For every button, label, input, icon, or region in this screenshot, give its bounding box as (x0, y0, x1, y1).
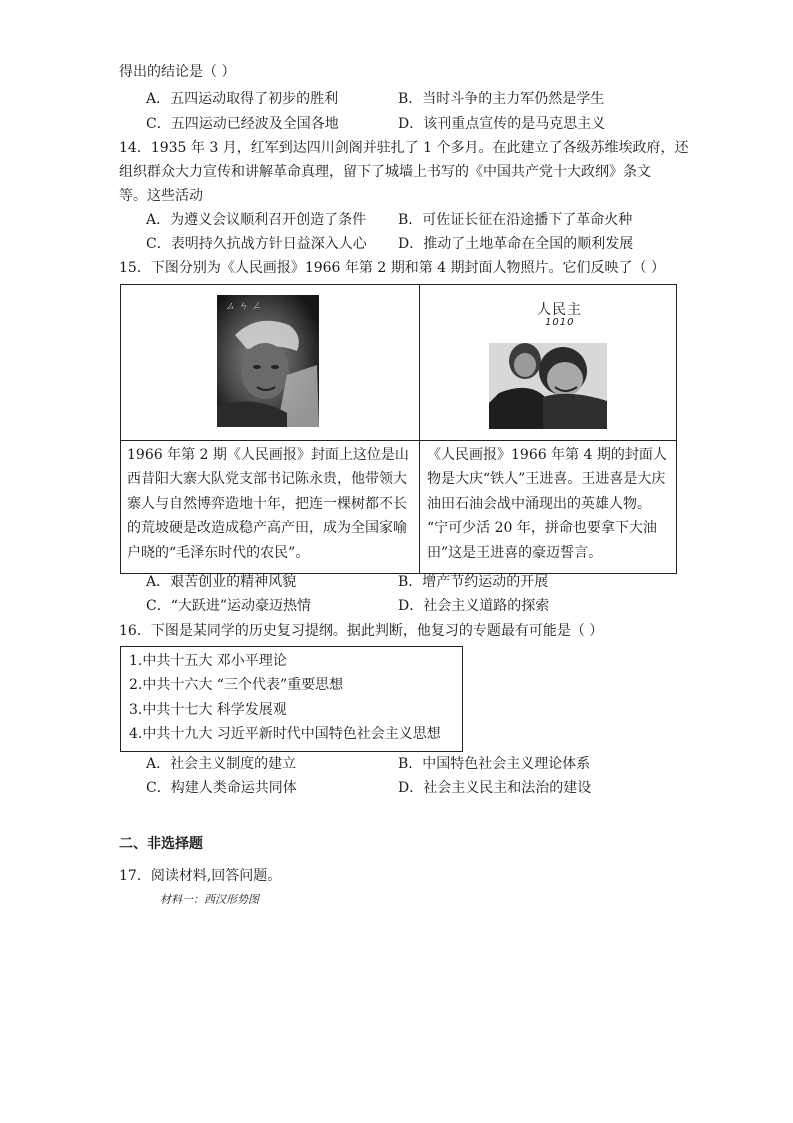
q17-stem: 17．阅读材料,回答问题。 (119, 868, 282, 884)
right-caption-line-4: “宁可少活 20 年，拼命也要拿下大油 (427, 520, 657, 536)
q16-option-b: B．中国特色社会主义理论体系 (398, 756, 591, 772)
left-caption-line-3: 寨人与自然博弈造地十年，把连一棵树都不长 (127, 496, 407, 512)
left-caption-line-1: 1966 年第 2 期《人民画报》封面上这位是山 (127, 447, 409, 463)
outline-item-2: 2.中共十六大 “三个代表”重要思想 (129, 677, 344, 693)
q14-option-b: B．可佐证长征在沿途播下了革命火种 (398, 212, 633, 228)
q15-option-c: C．“大跃进”运动豪迈热情 (146, 598, 312, 614)
q13-stem-tail: 得出的结论是（ ） (119, 64, 236, 80)
q14-stem-line-1: 14．1935 年 3 月，红军到达四川剑阁并驻扎了 1 个多月。在此建立了各级苏维埃政府，还 (119, 140, 689, 156)
q14-option-d: D．推动了土地革命在全国的顺利发展 (398, 236, 634, 252)
right-caption-line-2: 物是大庆“铁人”王进喜。王进喜是大庆 (427, 471, 666, 487)
right-caption-line-3: 油田石油会战中涌现出的英雄人物。 (427, 496, 651, 512)
q14-stem-line-3: 等。这些活动 (119, 188, 203, 204)
review-outline-box (120, 646, 463, 752)
q15-option-a: A．艰苦创业的精神风貌 (146, 574, 297, 590)
q16-option-d: D．社会主义民主和法治的建设 (398, 780, 592, 796)
left-caption-line-2: 西昔阳大寨大队党支部书记陈永贵，他带领大 (127, 471, 407, 487)
right-caption-line-5: 田”这是王进喜的豪迈誓言。 (427, 545, 603, 561)
q16-stem: 16．下图是某同学的历史复习提纲。据此判断，他复习的专题最有可能是（ ） (119, 623, 604, 639)
q16-option-c: C．构建人类命运共同体 (146, 780, 297, 796)
q15-stem: 15．下图分别为《人民画报》1966 年第 2 期和第 4 期封面人物照片。它们反映了（ ） (119, 260, 665, 276)
outline-item-4: 4.中共十九大 习近平新时代中国特色社会主义思想 (129, 726, 441, 742)
material-1-label: 材料一：西汉形势图 (160, 893, 259, 906)
left-caption-line-4: 的荒坡硬是改造成稳产高产田，成为全国家喻 (127, 520, 407, 536)
chen-yonggui-cover-photo (217, 295, 319, 427)
q16-option-a: A．社会主义制度的建立 (146, 756, 297, 772)
wang-jinxi-cover-photo (489, 293, 607, 429)
table-divider (121, 440, 676, 441)
section-heading: 二、非选择题 (119, 836, 203, 852)
photo-masthead-text: 人民主 (537, 302, 582, 318)
q15-option-b: B．增产节约运动的开展 (398, 574, 549, 590)
q13-option-a: A．五四运动取得了初步的胜利 (146, 91, 339, 107)
table-divider (419, 285, 420, 573)
q13-option-b: B．当时斗争的主力军仍然是学生 (398, 91, 605, 107)
photo-issue-number: 1010 (545, 317, 575, 328)
svg-text:ㄙ ㄣ ㄥ: ㄙ ㄣ ㄥ (225, 301, 262, 312)
outline-item-1: 1.中共十五大 邓小平理论 (129, 653, 287, 669)
q13-option-d: D．该刊重点宣传的是马克思主义 (398, 116, 606, 132)
q13-option-c: C．五四运动已经波及全国各地 (146, 116, 339, 132)
left-caption-line-5: 户晓的“毛泽东时代的农民”。 (127, 545, 310, 561)
q15-option-d: D．社会主义道路的探索 (398, 598, 550, 614)
right-caption-line-1: 《人民画报》1966 年第 4 期的封面人 (427, 447, 667, 463)
outline-item-3: 3.中共十七大 科学发展观 (129, 702, 287, 718)
q14-stem-line-2: 组织群众大力宣传和讲解革命真理，留下了城墙上书写的《中国共产党十大政纲》条文 (119, 164, 651, 180)
q14-option-a: A．为遵义会议顺利召开创造了条件 (146, 212, 367, 228)
q15-photo-table (120, 284, 677, 574)
q14-option-c: C．表明持久抗战方针日益深入人心 (146, 236, 367, 252)
